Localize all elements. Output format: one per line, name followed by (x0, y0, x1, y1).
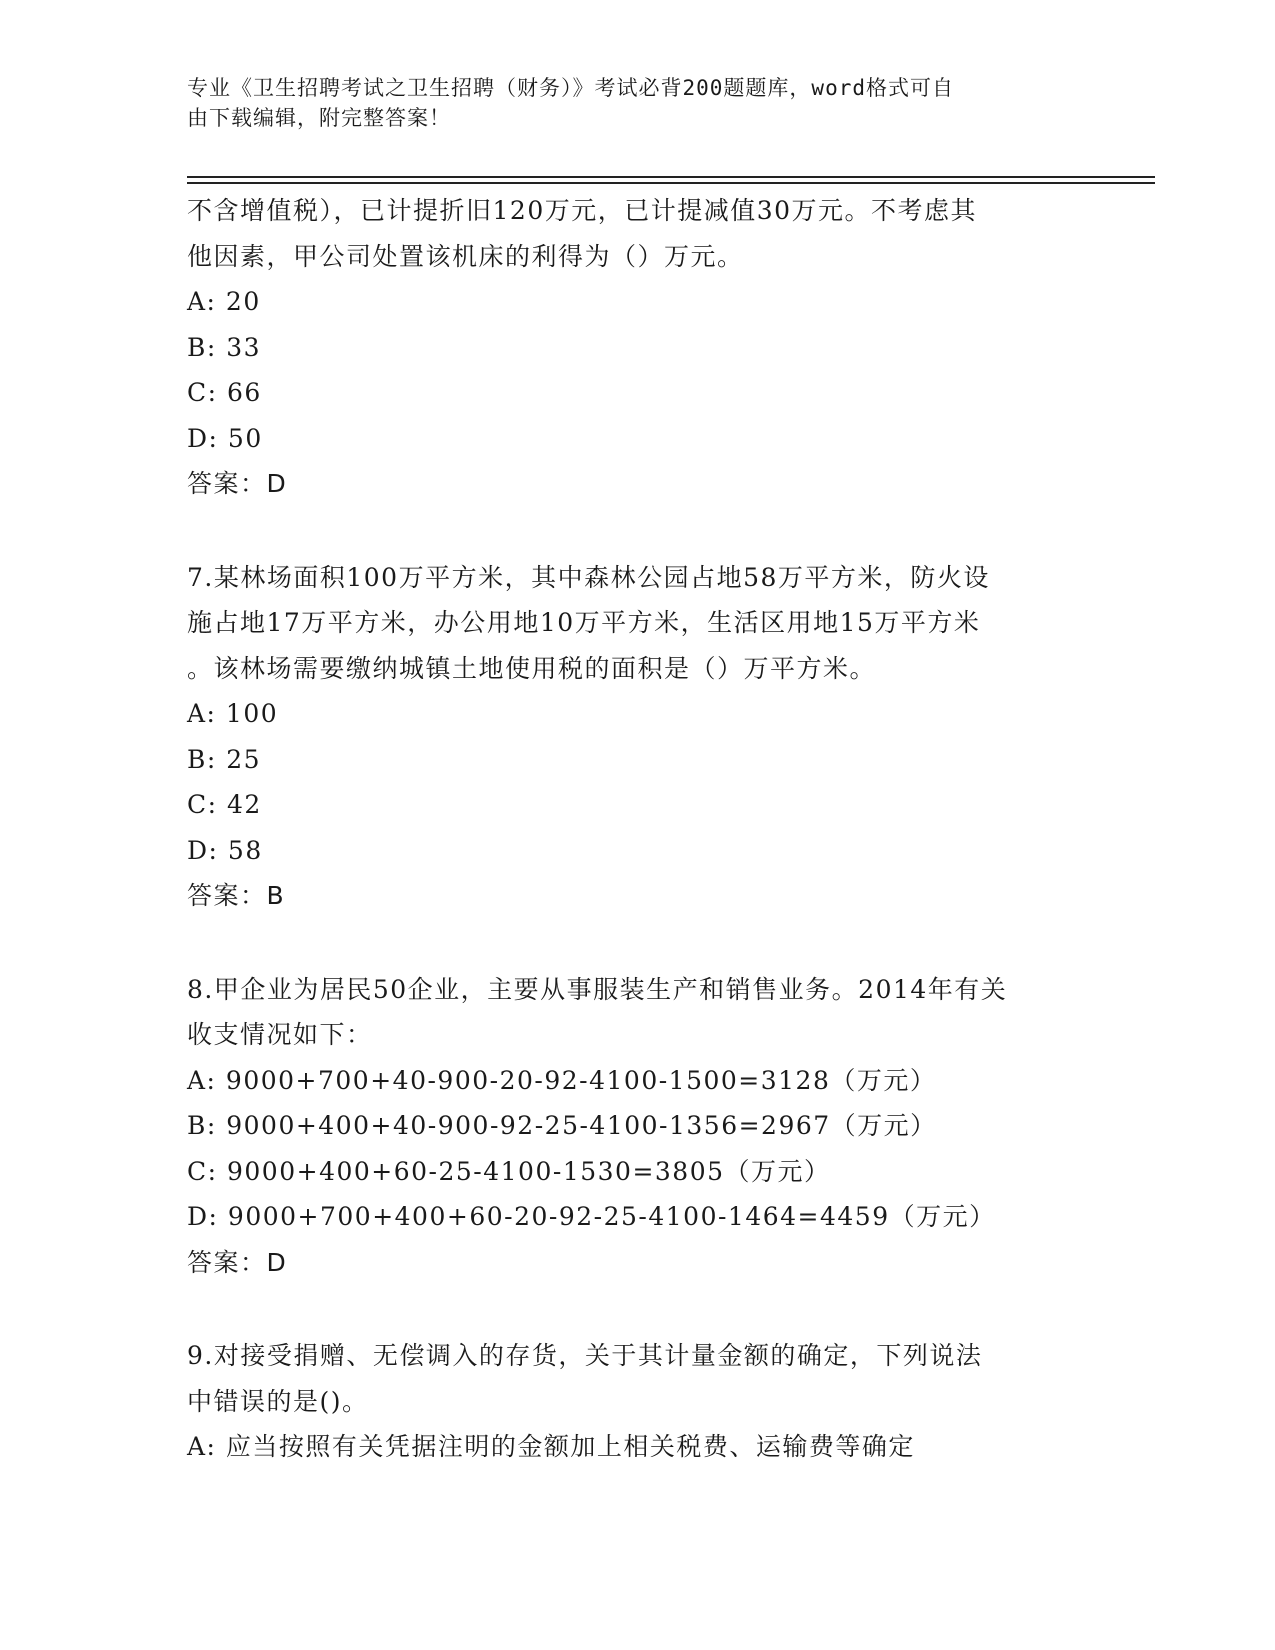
question-9 (187, 1333, 1087, 1470)
option-a: A: 20 (187, 287, 261, 316)
question-text: 中错误的是()。 (187, 1386, 369, 1416)
header-divider-top (187, 176, 1155, 178)
question-text: 收支情况如下： (187, 1020, 373, 1049)
option-c: C: 9000+400+60-25-4100-1530=3805（万元） (187, 1156, 831, 1186)
answer-label: 答案：D (187, 469, 288, 498)
question-text: 7.某林场面积100万平方米，其中森林公园占地58万平方米，防火设 (187, 562, 990, 592)
option-b: B: 9000+400+40-900-92-25-4100-1356=2967（万元） (187, 1111, 937, 1140)
question-text: 他因素，甲公司处置该机床的利得为（）万元。 (187, 241, 744, 271)
option-d: D: 50 (187, 423, 263, 453)
question-7 (187, 555, 1087, 919)
option-a: A: 100 (187, 699, 279, 728)
header-divider-bottom (187, 182, 1155, 184)
question-6 (187, 188, 1087, 507)
question-spacer (187, 919, 1087, 967)
header-title-line-2: 由下载编辑，附完整答案！ (187, 106, 451, 130)
question-spacer (187, 1285, 1087, 1333)
option-c: C: 66 (187, 378, 262, 407)
option-b: B: 33 (187, 332, 262, 362)
question-8 (187, 967, 1087, 1286)
answer-label: 答案：D (187, 1247, 288, 1277)
question-list (187, 188, 1087, 1470)
option-d: D: 58 (187, 835, 263, 865)
document-header (187, 73, 1087, 133)
option-a: A: 应当按照有关凭据注明的金额加上相关税费、运输费等确定 (187, 1432, 915, 1461)
option-c: C: 42 (187, 790, 262, 819)
question-text: 不含增值税），已计提折旧120万元，已计提减值30万元。不考虑其 (187, 196, 978, 225)
question-text: 9.对接受捐赠、无偿调入的存货，关于其计量金额的确定，下列说法 (187, 1341, 983, 1370)
option-b: B: 25 (187, 744, 262, 774)
header-title-line-1: 专业《卫生招聘考试之卫生招聘（财务）》考试必背200题题库，word格式可自 (187, 76, 954, 100)
answer-label: 答案：B (187, 881, 286, 910)
option-d: D: 9000+700+400+60-20-92-25-4100-1464=4459（万元） (187, 1202, 996, 1231)
option-a: A: 9000+700+40-900-20-92-4100-1500=3128（万元） (187, 1065, 937, 1095)
question-text: 8.甲企业为居民50企业，主要从事服装生产和销售业务。2014年有关 (187, 974, 1008, 1004)
question-spacer (187, 507, 1087, 555)
question-text: 。该林场需要缴纳城镇土地使用税的面积是（）万平方米。 (187, 653, 877, 683)
question-text: 施占地17万平方米，办公用地10万平方米，生活区用地15万平方米 (187, 608, 981, 637)
